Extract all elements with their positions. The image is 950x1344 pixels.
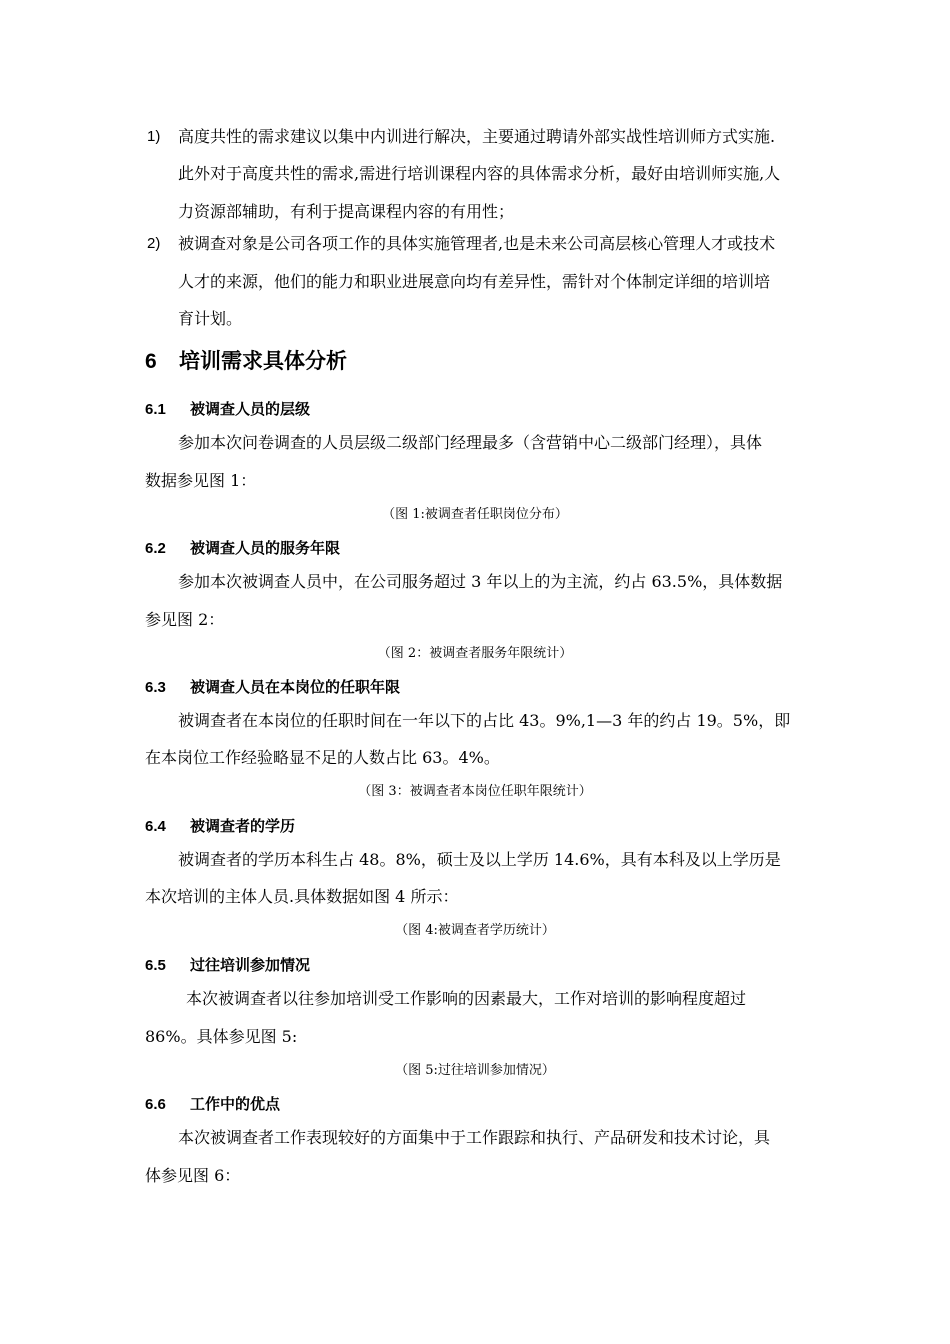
subsection-number: 6.3 <box>145 679 166 696</box>
subsection-title: 被调查者的学历 <box>190 817 296 835</box>
subsection-heading <box>145 955 310 976</box>
paragraph-line: 体参见图 6： <box>145 1166 241 1185</box>
list-text-line: 高度共性的需求建议以集中内训进行解决，主要通过聘请外部实战性培训师方式实施. <box>178 127 776 146</box>
list-text-line: 此外对于高度共性的需求,需进行培训课程内容的具体需求分析，最好由培训师实施,人 <box>178 164 781 183</box>
list-text-line: 人才的来源，他们的能力和职业进展意向均有差异性，需针对个体制定详细的培训培 <box>178 272 771 291</box>
figure-caption: （图 3：被调查者本岗位任职年限统计） <box>358 784 592 799</box>
subsection-number: 6.6 <box>145 1096 166 1113</box>
paragraph-line: 本次被调查者工作表现较好的方面集中于工作跟踪和执行、产品研发和技术讨论，具 <box>178 1128 771 1147</box>
subsection-number: 6.2 <box>145 540 166 557</box>
figure-caption: （图 4:被调查者学历统计） <box>395 923 555 938</box>
subsection-title: 过往培训参加情况 <box>190 956 311 974</box>
subsection-number: 6.1 <box>145 401 166 418</box>
section-number: 6 <box>145 350 157 373</box>
section-heading <box>145 347 347 376</box>
paragraph-line: 本次培训的主体人员.具体数据如图 4 所示： <box>145 887 459 906</box>
list-text-line: 育计划。 <box>178 309 243 328</box>
list-text-line: 被调查对象是公司各项工作的具体实施管理者,也是未来公司高层核心管理人才或技术 <box>178 234 776 253</box>
list-marker: 2) <box>147 235 161 252</box>
paragraph-line: 86%。具体参见图 5: <box>145 1027 298 1046</box>
subsection-heading <box>145 816 295 837</box>
subsection-number: 6.4 <box>145 818 166 835</box>
paragraph-line: 本次被调查者以往参加培训受工作影响的因素最大，工作对培训的影响程度超过 <box>186 989 747 1008</box>
subsection-heading <box>145 399 310 420</box>
subsection-heading <box>145 538 340 559</box>
subsection-title: 被调查人员的服务年限 <box>190 539 341 557</box>
paragraph-line: 参加本次问卷调查的人员层级二级部门经理最多（含营销中心二级部门经理），具体 <box>178 433 763 452</box>
figure-caption: （图 5:过往培训参加情况） <box>395 1063 555 1078</box>
list-marker: 1) <box>147 128 161 145</box>
subsection-heading <box>145 1094 280 1115</box>
figure-caption: （图 2：被调查者服务年限统计） <box>377 646 573 661</box>
section-title: 培训需求具体分析 <box>179 349 347 373</box>
subsection-title: 工作中的优点 <box>190 1095 281 1113</box>
paragraph-line: 被调查者在本岗位的任职时间在一年以下的占比 43。9%,1—3 年的约占 19。5%，即 <box>178 711 791 730</box>
paragraph-line: 参见图 2： <box>145 610 225 629</box>
paragraph-line: 被调查者的学历本科生占 48。8%，硕士及以上学历 14.6%，具有本科及以上学历是 <box>178 850 781 869</box>
subsection-title: 被调查人员在本岗位的任职年限 <box>190 678 401 696</box>
paragraph-line: 在本岗位工作经验略显不足的人数占比 63。4%。 <box>145 748 500 767</box>
paragraph-line: 参加本次被调查人员中，在公司服务超过 3 年以上的为主流，约占 63.5%，具体数据 <box>178 572 783 591</box>
paragraph-line: 数据参见图 1： <box>145 471 257 490</box>
subsection-heading <box>145 677 400 698</box>
subsection-number: 6.5 <box>145 957 166 974</box>
list-text-line: 力资源部辅助，有利于提高课程内容的有用性； <box>178 202 515 221</box>
subsection-title: 被调查人员的层级 <box>190 400 311 418</box>
figure-caption: （图 1:被调查者任职岗位分布） <box>382 507 568 522</box>
